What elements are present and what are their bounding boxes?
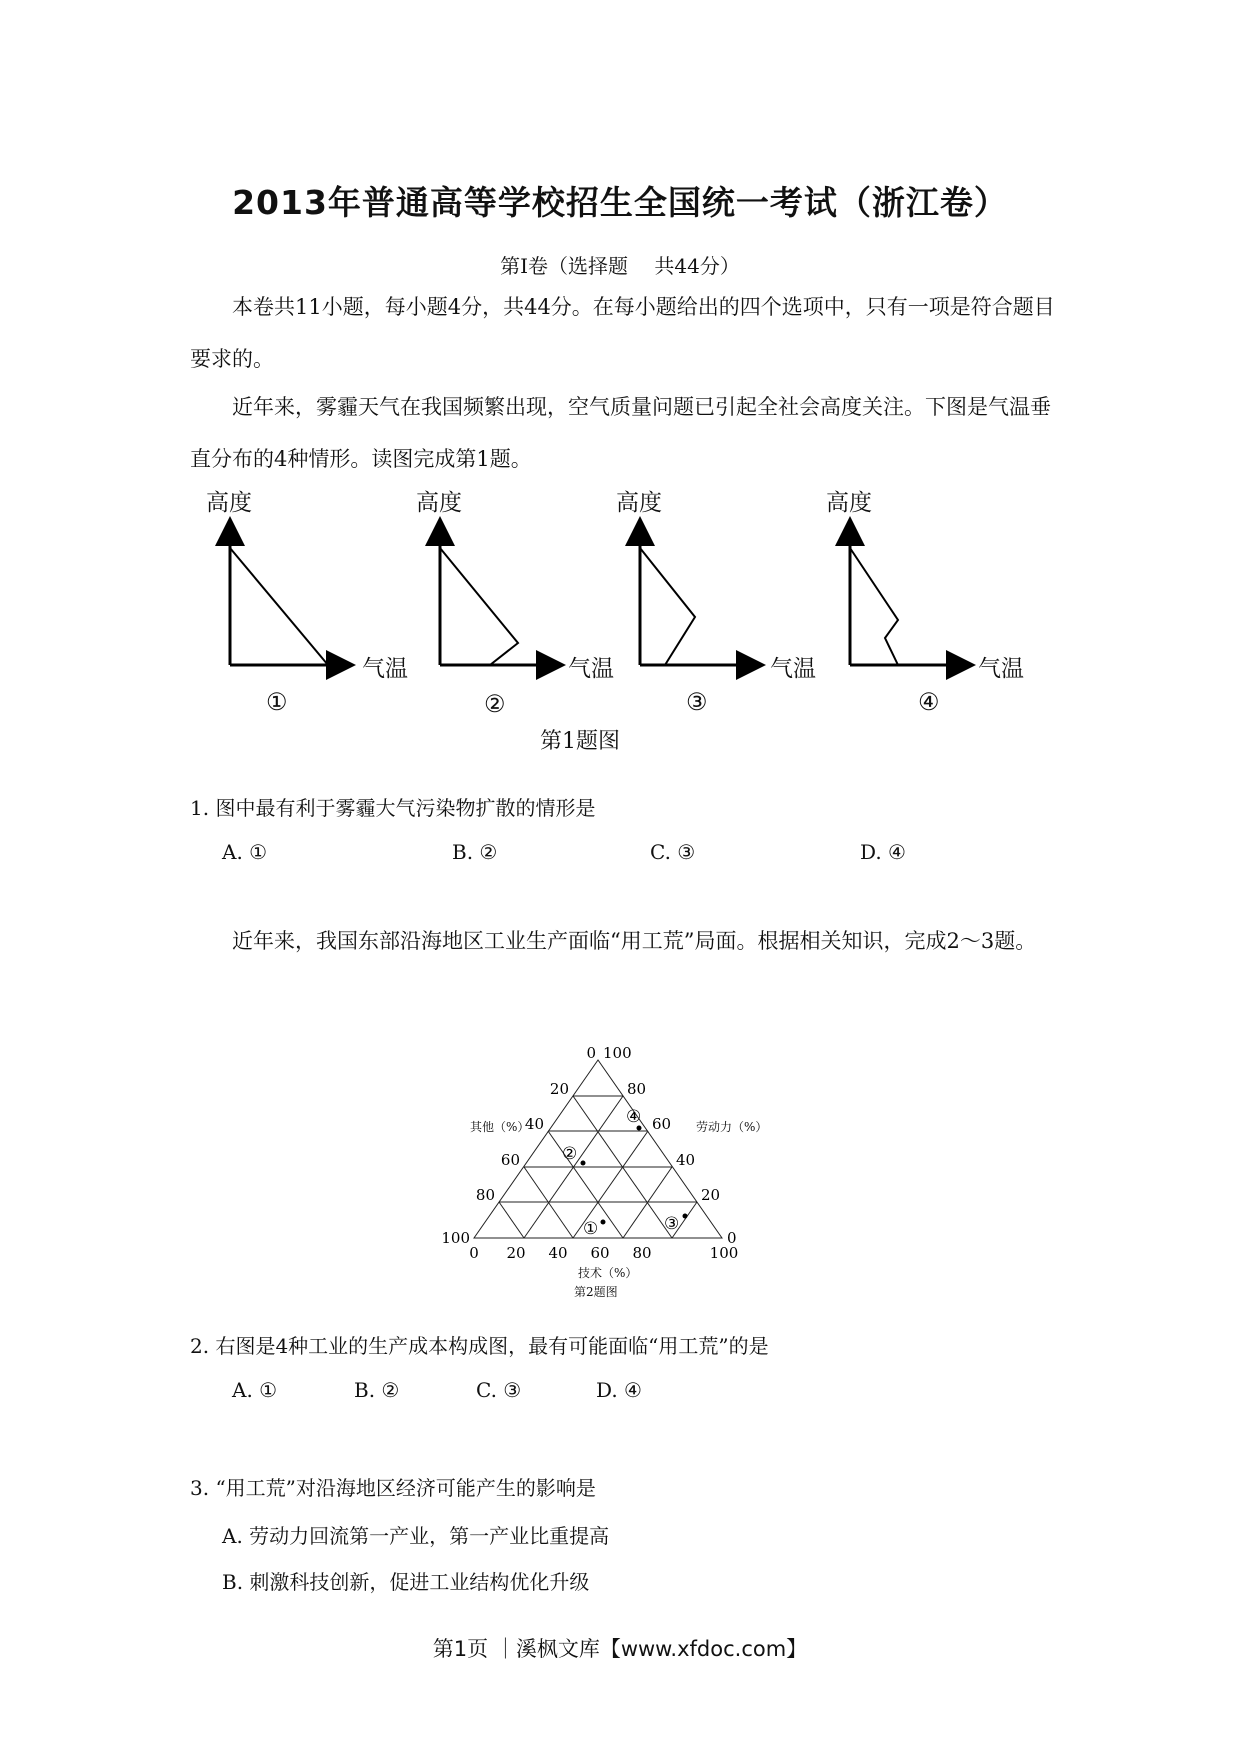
panel-label-1: ① bbox=[266, 688, 288, 716]
question2-option-c[interactable]: C. ③ bbox=[476, 1378, 522, 1402]
bottom-tick-80: 80 bbox=[632, 1244, 652, 1262]
right-axis-label: 劳动力（%） bbox=[696, 1120, 768, 1134]
y-axis-label-4: 高度 bbox=[826, 490, 872, 516]
question1-option-c[interactable]: C. ③ bbox=[650, 840, 696, 864]
bottom-axis-label: 技术（%） bbox=[578, 1266, 638, 1280]
right-tick-40: 40 bbox=[676, 1151, 696, 1169]
point-label-2: ② bbox=[562, 1144, 578, 1164]
right-tick-60: 60 bbox=[652, 1115, 672, 1133]
point-2 bbox=[581, 1161, 586, 1166]
point-label-3: ③ bbox=[664, 1214, 680, 1234]
point-3 bbox=[683, 1214, 688, 1219]
bottom-tick-0: 0 bbox=[469, 1244, 479, 1262]
diagram-panel-3 bbox=[640, 522, 760, 665]
question1-option-b[interactable]: B. ② bbox=[452, 840, 498, 864]
context2-text: 近年来，我国东部沿海地区工业生产面临“用工荒”局面。根据相关知识，完成2～3题。 bbox=[232, 929, 1037, 953]
bottom-tick-100: 100 bbox=[709, 1244, 739, 1262]
question2-option-b[interactable]: B. ② bbox=[354, 1378, 400, 1402]
instructions-text: 本卷共11小题，每小题4分，共44分。在每小题给出的四个选项中，只有一项是符合题目要求的。 bbox=[190, 295, 1055, 371]
section-subtitle: 第Ⅰ卷（选择题 共44分） bbox=[500, 254, 740, 278]
point-1 bbox=[601, 1220, 606, 1225]
left-tick-100: 100 bbox=[441, 1229, 470, 1247]
right-tick-100: 100 bbox=[603, 1044, 632, 1062]
question2-option-d[interactable]: D. ④ bbox=[596, 1378, 642, 1402]
figure1-diagrams bbox=[180, 480, 1060, 760]
question3-option-a[interactable]: A. 劳动力回流第一产业，第一产业比重提高 bbox=[222, 1524, 610, 1548]
left-tick-20: 20 bbox=[549, 1080, 569, 1098]
left-tick-80: 80 bbox=[475, 1186, 495, 1204]
bottom-tick-20: 20 bbox=[506, 1244, 526, 1262]
page-title: 2013年普通高等学校招生全国统一考试（浙江卷） bbox=[232, 183, 1008, 222]
x-axis-label-1: 气温 bbox=[362, 656, 408, 682]
point-label-1: ① bbox=[583, 1219, 599, 1239]
x-axis-label-4: 气温 bbox=[978, 656, 1024, 682]
question2-option-a[interactable]: A. ① bbox=[232, 1378, 278, 1402]
left-tick-60: 60 bbox=[500, 1151, 520, 1169]
point-label-4: ④ bbox=[626, 1107, 642, 1127]
diagram-panel-2 bbox=[440, 522, 560, 665]
right-tick-20: 20 bbox=[701, 1186, 721, 1204]
diagram-panel-1 bbox=[230, 522, 350, 665]
y-axis-label-1: 高度 bbox=[206, 490, 252, 516]
panel-label-3: ③ bbox=[686, 688, 708, 716]
bottom-tick-40: 40 bbox=[548, 1244, 568, 1262]
question2-stem: 2. 右图是4种工业的生产成本构成图，最有可能面临“用工荒”的是 bbox=[190, 1334, 769, 1358]
figure1-caption: 第1题图 bbox=[540, 729, 620, 754]
context1-paragraph bbox=[190, 381, 1060, 485]
context2-paragraph bbox=[190, 915, 1060, 967]
question3-stem: 3. “用工荒”对沿海地区经济可能产生的影响是 bbox=[190, 1476, 596, 1500]
diagram-panel-4 bbox=[850, 522, 970, 665]
question3-option-b[interactable]: B. 刺激科技创新，促进工业结构优化升级 bbox=[222, 1570, 590, 1594]
question1-stem: 1. 图中最有利于雾霾大气污染物扩散的情形是 bbox=[190, 796, 596, 820]
figure2-caption: 第2题图 bbox=[574, 1285, 618, 1299]
context1-text: 近年来，雾霾天气在我国频繁出现，空气质量问题已引起全社会高度关注。下图是气温垂直分布的4种情形。读图完成第1题。 bbox=[190, 395, 1051, 471]
right-tick-80: 80 bbox=[627, 1080, 647, 1098]
panel-label-4: ④ bbox=[918, 688, 940, 716]
question1-option-a[interactable]: A. ① bbox=[222, 840, 268, 864]
y-axis-label-2: 高度 bbox=[416, 490, 462, 516]
question1-option-d[interactable]: D. ④ bbox=[860, 840, 906, 864]
x-axis-label-3: 气温 bbox=[770, 656, 816, 682]
bottom-tick-60: 60 bbox=[590, 1244, 610, 1262]
panel-label-2: ② bbox=[484, 690, 506, 718]
instructions-paragraph bbox=[190, 281, 1060, 385]
x-axis-label-2: 气温 bbox=[568, 656, 614, 682]
y-axis-label-3: 高度 bbox=[616, 490, 662, 516]
left-tick-40: 40 bbox=[524, 1115, 544, 1133]
left-axis-label: 其他（%） bbox=[470, 1120, 530, 1134]
left-tick-0: 0 bbox=[586, 1044, 596, 1062]
right-tick-0: 0 bbox=[727, 1229, 737, 1247]
page-footer: 第1页 ｜溪枫文库【www.xfdoc.com】 bbox=[432, 1637, 808, 1661]
